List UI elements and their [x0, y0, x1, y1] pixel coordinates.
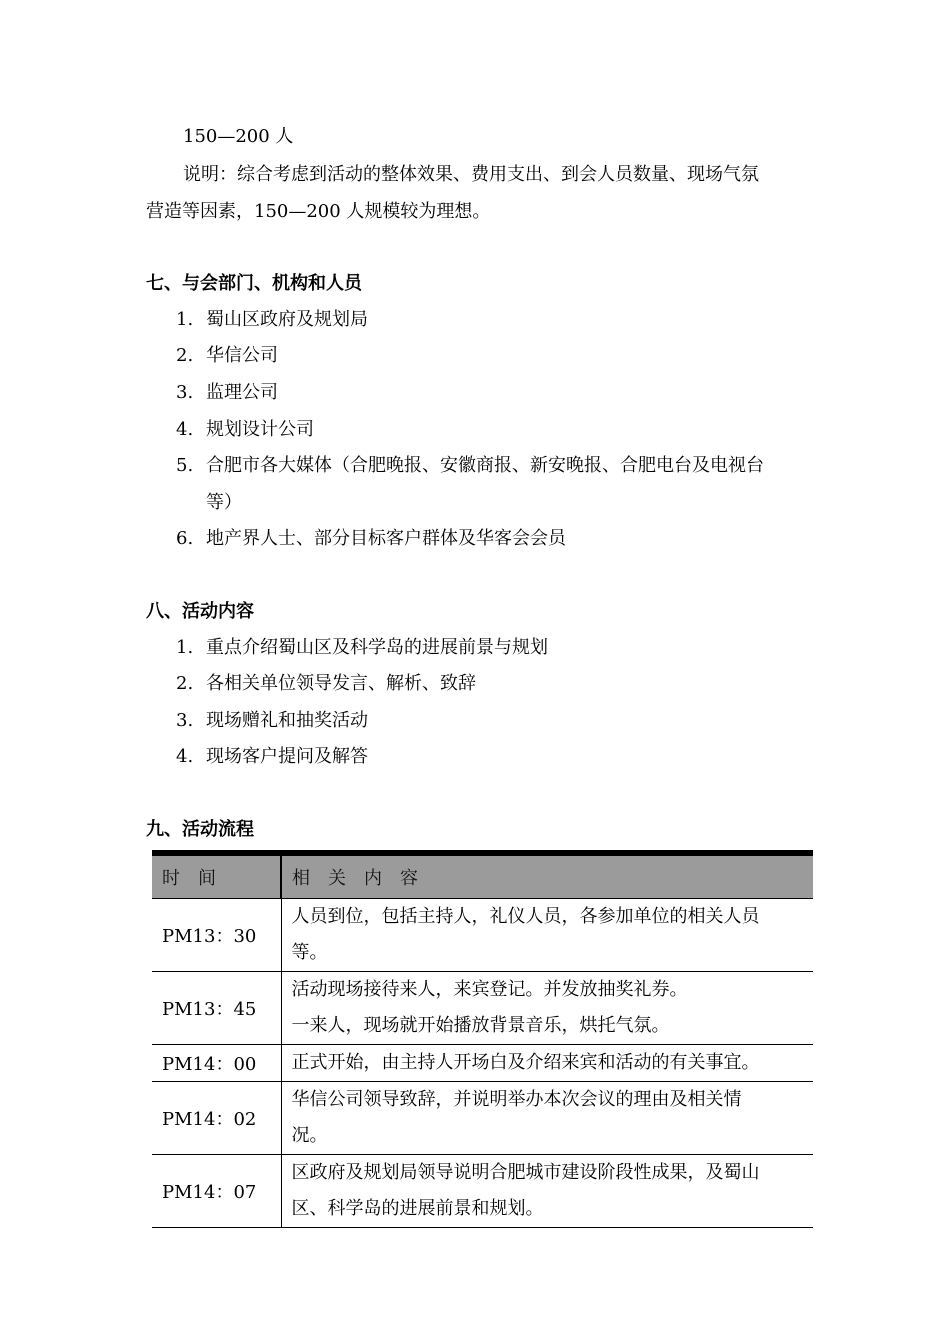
time-cell: PM14：00	[152, 1045, 281, 1082]
list-number: 5.	[176, 455, 194, 476]
time-cell: PM14：07	[152, 1155, 281, 1228]
explain-line-2: 营造等因素，150—200 人规模较为理想。	[146, 201, 491, 222]
list-number: 2.	[176, 345, 194, 366]
list-item-continuation: 等）	[206, 492, 242, 513]
content-line: 区、科学岛的进展前景和规划。	[291, 1198, 544, 1219]
content-line: 等。	[291, 942, 328, 963]
list-text: 现场客户提问及解答	[206, 746, 368, 767]
list-item	[176, 344, 278, 368]
content-line: 区政府及规划局领导说明合肥城市建设阶段性成果，及蜀山	[291, 1162, 760, 1183]
content-cell	[281, 899, 813, 972]
list-text: 规划设计公司	[206, 419, 314, 440]
list-item	[176, 308, 368, 332]
time-cell: PM14：02	[152, 1082, 281, 1155]
list-text: 监理公司	[206, 382, 278, 403]
list-text: 地产界人士、部分目标客户群体及华客会会员	[206, 528, 566, 549]
header-content: 相关内容	[281, 853, 813, 899]
list-number: 6.	[176, 528, 194, 549]
content-line: 活动现场接待来人，来宾登记。并发放抽奖礼券。	[291, 979, 688, 1000]
content-cell	[281, 1045, 813, 1082]
list-number: 4.	[176, 419, 194, 440]
list-text: 华信公司	[206, 345, 278, 366]
content-line: 华信公司领导致辞，并说明举办本次会议的理由及相关情	[291, 1089, 742, 1110]
list-item	[176, 709, 368, 733]
attendee-count: 150—200 人	[183, 126, 294, 147]
content-cell	[281, 1155, 813, 1228]
content-line: 人员到位，包括主持人，礼仪人员，各参加单位的相关人员	[291, 906, 760, 927]
list-item	[176, 672, 476, 696]
section-7-heading: 七、与会部门、机构和人员	[146, 273, 362, 294]
content-line: 况。	[291, 1125, 328, 1146]
list-item	[176, 636, 548, 660]
list-item	[176, 418, 314, 442]
time-cell: PM13：45	[152, 972, 281, 1045]
content-cell	[281, 972, 813, 1045]
list-text: 重点介绍蜀山区及科学岛的进展前景与规划	[206, 637, 548, 658]
content-line: 一来人，现场就开始播放背景音乐，烘托气氛。	[291, 1015, 670, 1036]
list-item	[176, 454, 764, 478]
section-8-heading: 八、活动内容	[146, 601, 254, 622]
table-header-row	[152, 853, 813, 899]
header-time: 时间	[152, 853, 281, 899]
schedule-table	[152, 850, 813, 1228]
list-text: 各相关单位领导发言、解析、致辞	[206, 673, 476, 694]
list-number: 3.	[176, 382, 194, 403]
table-row	[152, 1082, 813, 1155]
list-text: 现场赠礼和抽奖活动	[206, 710, 368, 731]
list-text: 蜀山区政府及规划局	[206, 309, 368, 330]
explain-line-1: 说明：综合考虑到活动的整体效果、费用支出、到会人员数量、现场气氛	[183, 164, 759, 185]
content-line: 正式开始，由主持人开场白及介绍来宾和活动的有关事宜。	[291, 1052, 760, 1073]
table-row	[152, 1045, 813, 1082]
section-9-heading: 九、活动流程	[146, 819, 254, 840]
table-row	[152, 972, 813, 1045]
list-number: 4.	[176, 746, 194, 767]
list-item	[176, 527, 566, 551]
list-number: 3.	[176, 710, 194, 731]
table-row	[152, 1155, 813, 1228]
time-cell: PM13：30	[152, 899, 281, 972]
list-number: 1.	[176, 309, 194, 330]
list-item	[176, 381, 278, 405]
content-cell	[281, 1082, 813, 1155]
list-number: 1.	[176, 637, 194, 658]
table-row	[152, 899, 813, 972]
list-item	[176, 745, 368, 769]
list-text: 合肥市各大媒体（合肥晚报、安徽商报、新安晚报、合肥电台及电视台	[206, 455, 764, 476]
list-number: 2.	[176, 673, 194, 694]
